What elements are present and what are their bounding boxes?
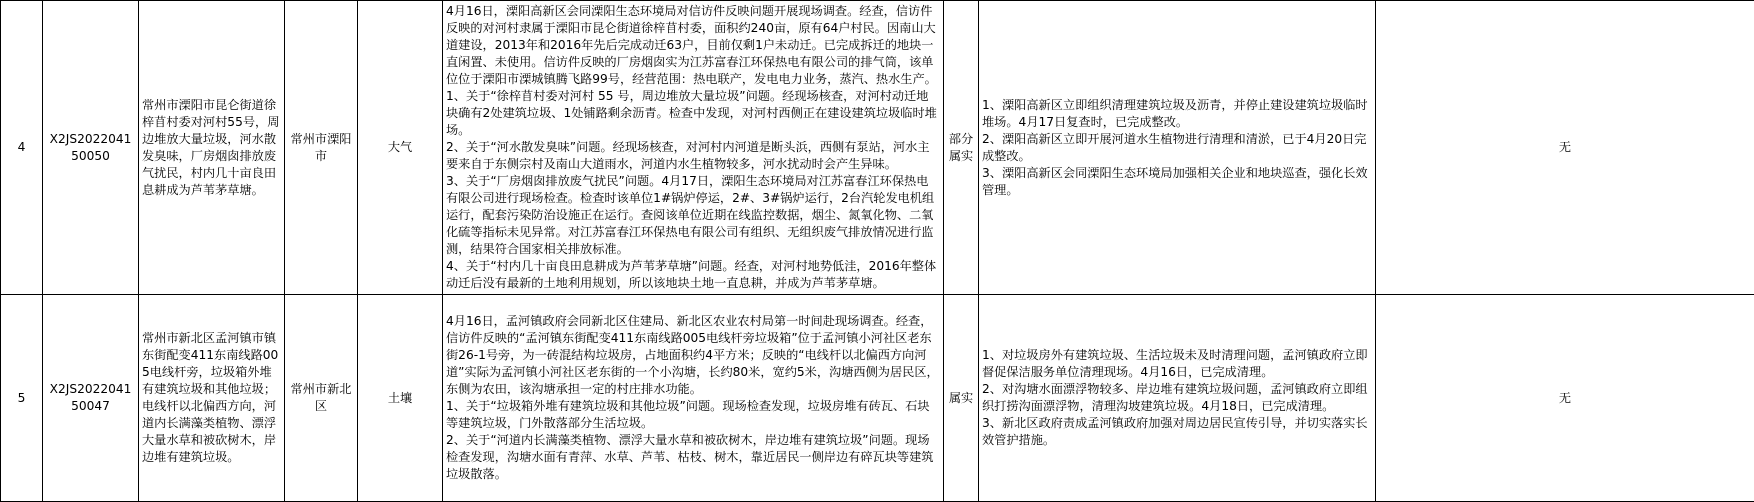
case-id: X2JS202204150047: [43, 295, 139, 502]
investigation-paragraph: 2、关于“河水散发臭味”问题。经现场核查，对河村内河道是断头浜，西侧有泵站，河水主要来自于东侧宗村及南山大道雨水，河道内水生植物较多，河水扰动时会产生异味。: [446, 139, 940, 173]
rectification-item: 1、对垃圾房外有建筑垃圾、生活垃圾未及时清理问题，孟河镇政府立即督促保洁服务单位清理现场。4月16日，已完成清理。: [982, 347, 1372, 381]
table-row: [1, 1, 1754, 295]
complaint-content: 常州市溧阳市昆仑街道徐梓苜村委对河村55号，周边堆放大量垃圾，河水散发臭味，厂房烟囱排放废气扰民，村内几十亩良田息耕成为芦苇茅草塘。: [139, 1, 285, 295]
rectification-measures: [979, 295, 1376, 502]
administrative-area: 常州市溧阳市: [285, 1, 358, 295]
investigation-paragraph: 1、关于“徐梓苜村委对河村 55 号，周边堆放大量垃圾”问题。经现场核查，对河村动迁地块确有2处建筑垃圾、1处铺路剩余沥青。检查中发现，对河村西侧正在建设建筑垃圾临时堆场。: [446, 88, 940, 139]
accountability: 无: [1376, 1, 1754, 295]
administrative-area: 常州市新北区: [285, 295, 358, 502]
investigation-paragraph: 1、关于“垃圾箱外堆有建筑垃圾和其他垃圾”问题。现场检查发现，垃圾房堆有砖瓦、石块等建筑垃圾，门外散落部分生活垃圾。: [446, 398, 940, 432]
rectification-item: 1、溧阳高新区立即组织清理建筑垃圾及沥青，并停止建设建筑垃圾临时堆场。4月17日复查时，已完成整改。: [982, 97, 1372, 131]
rectification-measures: [979, 1, 1376, 295]
rectification-item: 3、溧阳高新区会同溧阳生态环境局加强相关企业和地块巡查，强化长效管理。: [982, 165, 1372, 199]
pollution-type: 大气: [358, 1, 443, 295]
investigation-paragraph: 4月16日，溧阳高新区会同溧阳生态环境局对信访件反映问题开展现场调查。经查，信访件反映的对河村隶属于溧阳市昆仑街道徐梓苜村委，面积约240亩，原有64户村民。因南山大道建设，2013年和2016年先后完成动迁63户，目前仅剩1户未动迁。已完成拆迁的地块一直闲置、未使用。信访件反映的厂房烟囱实为江苏富春江环保热电有限公司的排气筒，该单位位于溧阳市溧城镇腾飞路99号，经营范围：热电联产，发电电力业务，蒸汽、热水生产。: [446, 3, 940, 88]
investigation-paragraph: 4月16日，孟河镇政府会同新北区住建局、新北区农业农村局第一时间赴现场调查。经查，信访件反映的“孟河镇东街配变411东南线路005电线杆旁垃圾箱”位于孟河镇小河社区老东街26-1号旁，为一砖混结构垃圾房，占地面积约4平方米；反映的“电线杆以北偏西方向河道”实际为孟河镇小河社区老东街的一个小沟塘，长约80米，宽约5米，沟塘西侧为居民区，东侧为农田，该沟塘承担一定的村庄排水功能。: [446, 313, 940, 398]
pollution-type: 土壤: [358, 295, 443, 502]
accountability: 无: [1376, 295, 1754, 502]
investigation-result: [443, 1, 944, 295]
row-index: 4: [1, 1, 43, 295]
investigation-paragraph: 4、关于“村内几十亩良田息耕成为芦苇茅草塘”问题。经查，对河村地势低洼，2016年整体动迁后没有最新的土地利用规划，所以该地块土地一直息耕，并成为芦苇茅草塘。: [446, 258, 940, 292]
rectification-item: 2、溧阳高新区立即开展河道水生植物进行清理和清淤，已于4月20日完成整改。: [982, 131, 1372, 165]
table-row: [1, 295, 1754, 502]
investigation-paragraph: 3、关于“厂房烟囱排放废气扰民”问题。4月17日，溧阳生态环境局对江苏富春江环保热电有限公司进行现场检查。检查时该单位1#锅炉停运，2#、3#锅炉运行，2台汽轮发电机组运行，配套污染防治设施正在运行。查阅该单位近期在线监控数据，烟尘、氮氧化物、二氧化硫等指标未见异常。对江苏富春江环保热电有限公司有组织、无组织废气排放情况进行监测，结果符合国家相关排放标准。: [446, 173, 940, 258]
case-id: X2JS202204150050: [43, 1, 139, 295]
investigation-result: [443, 295, 944, 502]
rectification-item: 3、新北区政府责成孟河镇政府加强对周边居民宣传引导，并切实落实长效管护措施。: [982, 415, 1372, 449]
verdict: 部分属实: [944, 1, 979, 295]
investigation-paragraph: 2、关于“河道内长满藻类植物、漂浮大量水草和被砍树木，岸边堆有建筑垃圾”问题。现场检查发现，沟塘水面有青萍、水草、芦苇、枯枝、树木，靠近居民一侧岸边有碎瓦块等建筑垃圾散落。: [446, 432, 940, 483]
complaint-content: 常州市新北区孟河镇市镇东街配变411东南线路005电线杆旁，垃圾箱外堆有建筑垃圾和其他垃圾；电线杆以北偏西方向，河道内长满藻类植物、漂浮大量水草和被砍树木，岸边堆有建筑垃圾。: [139, 295, 285, 502]
verdict: 属实: [944, 295, 979, 502]
rectification-item: 2、对沟塘水面漂浮物较多、岸边堆有建筑垃圾问题，孟河镇政府立即组织打捞沟面漂浮物，清理沟坡建筑垃圾。4月18日，已完成清理。: [982, 381, 1372, 415]
row-index: 5: [1, 295, 43, 502]
